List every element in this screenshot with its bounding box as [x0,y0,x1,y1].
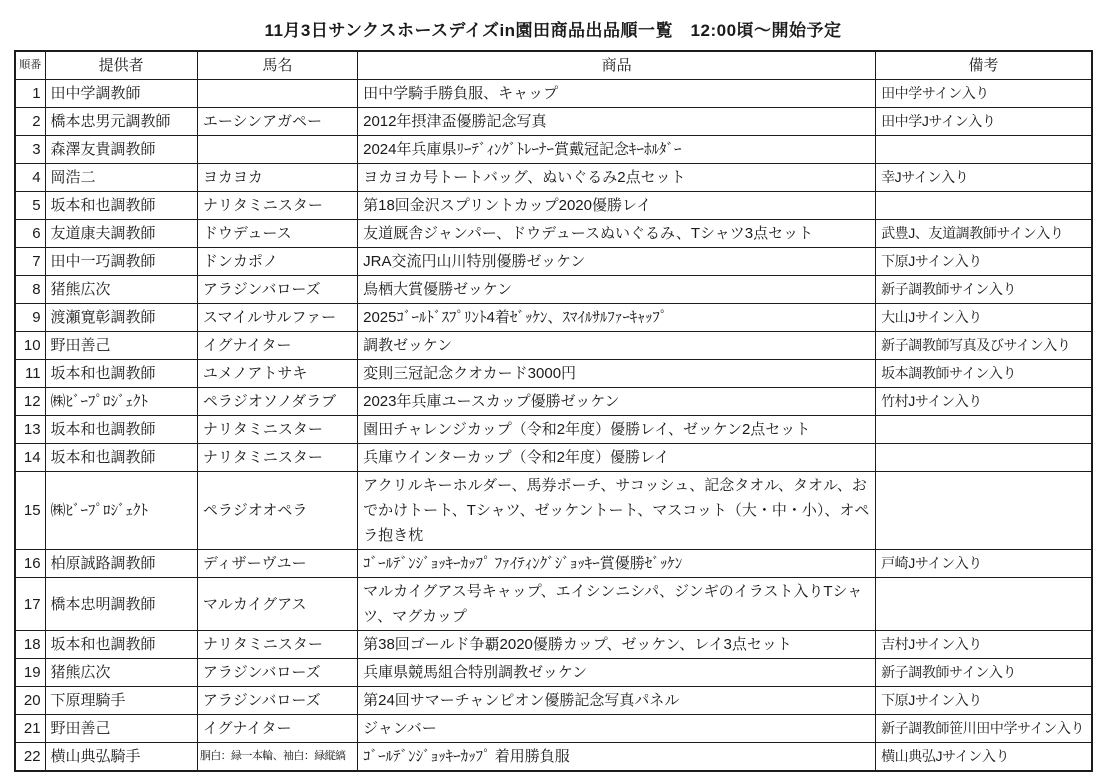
product-cell: ヨカヨカ号トートバッグ、ぬいぐるみ2点セット [358,164,876,192]
product-cell: 鳥栖大賞優勝ゼッケン [358,276,876,304]
horse-name-cell: ヨカヨカ [197,164,357,192]
product-cell: ｺﾞｰﾙﾃﾞﾝｼﾞｮｯｷｰｶｯﾌﾟ ﾌｧｲﾃｨﾝｸﾞｼﾞｮｯｷｰ賞優勝ｾﾞｯｹﾝ [358,550,876,578]
order-cell: 11 [15,360,45,388]
table-row [15,578,1092,631]
table-row [15,80,1092,108]
table-row [15,304,1092,332]
product-cell: ジャンバー [358,715,876,743]
provider-cell: 友道康夫調教師 [45,220,197,248]
provider-cell: 野田善己 [45,715,197,743]
product-cell: マルカイグアス号キャップ、エイシンニシパ、ジンギのイラスト入りTシャツ、マグカップ [358,578,876,631]
order-cell: 17 [15,578,45,631]
order-cell: 2 [15,108,45,136]
table-row [15,715,1092,743]
horse-name-cell: マルカイグアス [197,578,357,631]
provider-cell: 柏原誠路調教師 [45,550,197,578]
provider-cell: 橋本忠明調教師 [45,578,197,631]
table-row [15,136,1092,164]
provider-cell: 下原理騎手 [45,687,197,715]
product-cell: 園田チャレンジカップ（令和2年度）優勝レイ、ゼッケン2点セット [358,416,876,444]
table-row [15,743,1092,772]
order-cell: 21 [15,715,45,743]
order-cell: 22 [15,743,45,772]
order-cell: 16 [15,550,45,578]
provider-cell: 坂本和也調教師 [45,416,197,444]
table-row [15,631,1092,659]
product-cell: 2024年兵庫県ﾘｰﾃﾞｨﾝｸﾞﾄﾚｰﾅｰ賞戴冠記念ｷｰﾎﾙﾀﾞｰ [358,136,876,164]
product-cell: 第38回ゴールド争覇2020優勝カップ、ゼッケン、レイ3点セット [358,631,876,659]
horse-name-cell: アラジンバローズ [197,276,357,304]
horse-name-cell: ナリタミニスター [197,444,357,472]
horse-name-cell: アラジンバローズ [197,687,357,715]
order-cell: 20 [15,687,45,715]
provider-cell: ㈱ﾋﾞｰﾌﾟﾛｼﾞｪｸﾄ [45,472,197,550]
table-row [15,416,1092,444]
order-cell: 10 [15,332,45,360]
provider-cell: 坂本和也調教師 [45,192,197,220]
order-cell: 3 [15,136,45,164]
table-row [15,332,1092,360]
table-row [15,472,1092,550]
horse-name-cell: ユメノアトサキ [197,360,357,388]
horse-name-cell: ドンカポノ [197,248,357,276]
order-cell: 7 [15,248,45,276]
product-cell: 変則三冠記念クオカード3000円 [358,360,876,388]
remarks-cell [876,136,1092,164]
product-cell: 第18回金沢スプリントカップ2020優勝レイ [358,192,876,220]
remarks-cell [876,192,1092,220]
provider-cell: 坂本和也調教師 [45,360,197,388]
product-cell: JRA交流円山川特別優勝ゼッケン [358,248,876,276]
order-cell: 9 [15,304,45,332]
table-row [15,659,1092,687]
provider-cell: 猪熊広次 [45,276,197,304]
order-cell: 19 [15,659,45,687]
remarks-cell: 戸崎Jサイン入り [876,550,1092,578]
remarks-cell: 下原Jサイン入り [876,687,1092,715]
product-cell: 第24回サマーチャンピオン優勝記念写真パネル [358,687,876,715]
provider-cell: 野田善己 [45,332,197,360]
table-body [15,80,1092,772]
order-cell: 8 [15,276,45,304]
remarks-cell: 竹村Jサイン入り [876,388,1092,416]
header-horse: 馬名 [197,51,357,80]
provider-cell: 横山典弘騎手 [45,743,197,772]
horse-name-cell: スマイルサルファー [197,304,357,332]
horse-name-cell: ドウデュース [197,220,357,248]
product-cell: 2012年摂津盃優勝記念写真 [358,108,876,136]
product-cell: 友道厩舎ジャンパー、ドウデュースぬいぐるみ、Tシャツ3点セット [358,220,876,248]
order-cell: 5 [15,192,45,220]
remarks-cell: 田中学サイン入り [876,80,1092,108]
table-row [15,687,1092,715]
remarks-cell: 幸Jサイン入り [876,164,1092,192]
provider-cell: ㈱ﾋﾞｰﾌﾟﾛｼﾞｪｸﾄ [45,388,197,416]
header-remarks: 備考 [876,51,1092,80]
horse-name-cell: ペラジオソノダラブ [197,388,357,416]
product-cell: 兵庫県競馬組合特別調教ゼッケン [358,659,876,687]
order-cell: 6 [15,220,45,248]
table-row [15,360,1092,388]
provider-cell: 田中一巧調教師 [45,248,197,276]
product-cell: 2025ｺﾞｰﾙﾄﾞｽﾌﾟﾘﾝﾄ4着ｾﾞｯｹﾝ、ｽﾏｲﾙｻﾙﾌｧｰｷｬｯﾌﾟ [358,304,876,332]
horse-name-cell: ナリタミニスター [197,631,357,659]
product-cell: 調教ゼッケン [358,332,876,360]
remarks-cell: 武豊J、友道調教師サイン入り [876,220,1092,248]
table-row [15,192,1092,220]
horse-name-cell: ナリタミニスター [197,416,357,444]
product-cell: ｺﾞｰﾙﾃﾞﾝｼﾞｮｯｷｰｶｯﾌﾟ 着用勝負服 [358,743,876,772]
table-row [15,220,1092,248]
provider-cell: 岡浩二 [45,164,197,192]
header-order: 順番 [15,51,45,80]
product-cell: 2023年兵庫ユースカップ優勝ゼッケン [358,388,876,416]
order-cell: 12 [15,388,45,416]
header-row [15,51,1092,80]
horse-name-cell: エーシンアガペー [197,108,357,136]
table-row [15,444,1092,472]
provider-cell: 坂本和也調教師 [45,631,197,659]
remarks-cell: 横山典弘Jサイン入り [876,743,1092,772]
remarks-cell: 新子調教師サイン入り [876,276,1092,304]
provider-cell: 森澤友貴調教師 [45,136,197,164]
table-row [15,164,1092,192]
remarks-cell: 田中学Jサイン入り [876,108,1092,136]
product-cell: アクリルキーホルダー、馬券ポーチ、サコッシュ、記念タオル、タオル、おでかけトート、Tシャツ、ゼッケントート、マスコット（大・中・小）、オペラ抱き枕 [358,472,876,550]
table-row [15,276,1092,304]
table-row [15,550,1092,578]
remarks-cell [876,578,1092,631]
table-row [15,388,1092,416]
remarks-cell: 坂本調教師サイン入り [876,360,1092,388]
remarks-cell [876,444,1092,472]
provider-cell: 田中学調教師 [45,80,197,108]
header-provider: 提供者 [45,51,197,80]
order-cell: 15 [15,472,45,550]
table-row [15,248,1092,276]
provider-cell: 坂本和也調教師 [45,444,197,472]
horse-name-cell: ナリタミニスター [197,192,357,220]
remarks-cell: 吉村Jサイン入り [876,631,1092,659]
horse-name-cell: イグナイター [197,332,357,360]
horse-name-cell: 胴白：緑一本輪、袖白：緑縦縞 [197,743,357,772]
provider-cell: 猪熊広次 [45,659,197,687]
order-cell: 13 [15,416,45,444]
provider-cell: 橋本忠男元調教師 [45,108,197,136]
remarks-cell [876,416,1092,444]
horse-name-cell [197,80,357,108]
order-cell: 14 [15,444,45,472]
horse-name-cell: ディザーヴユー [197,550,357,578]
horse-name-cell [197,136,357,164]
remarks-cell: 下原Jサイン入り [876,248,1092,276]
order-cell: 4 [15,164,45,192]
order-cell: 1 [15,80,45,108]
table-row [15,108,1092,136]
product-cell: 田中学騎手勝負服、キャップ [358,80,876,108]
remarks-cell: 新子調教師サイン入り [876,659,1092,687]
remarks-cell [876,472,1092,550]
page-title: 11月3日サンクスホースデイズin園田商品出品順一覧 12:00頃～開始予定 [264,21,842,40]
product-cell: 兵庫ウインターカップ（令和2年度）優勝レイ [358,444,876,472]
remarks-cell: 大山Jサイン入り [876,304,1092,332]
order-cell: 18 [15,631,45,659]
header-product: 商品 [358,51,876,80]
remarks-cell: 新子調教師笹川田中学サイン入り [876,715,1092,743]
provider-cell: 渡瀬寛彰調教師 [45,304,197,332]
remarks-cell: 新子調教師写真及びサイン入り [876,332,1092,360]
horse-name-cell: アラジンバローズ [197,659,357,687]
horse-name-cell: イグナイター [197,715,357,743]
horse-name-cell: ペラジオオペラ [197,472,357,550]
product-list-table [14,50,1093,772]
